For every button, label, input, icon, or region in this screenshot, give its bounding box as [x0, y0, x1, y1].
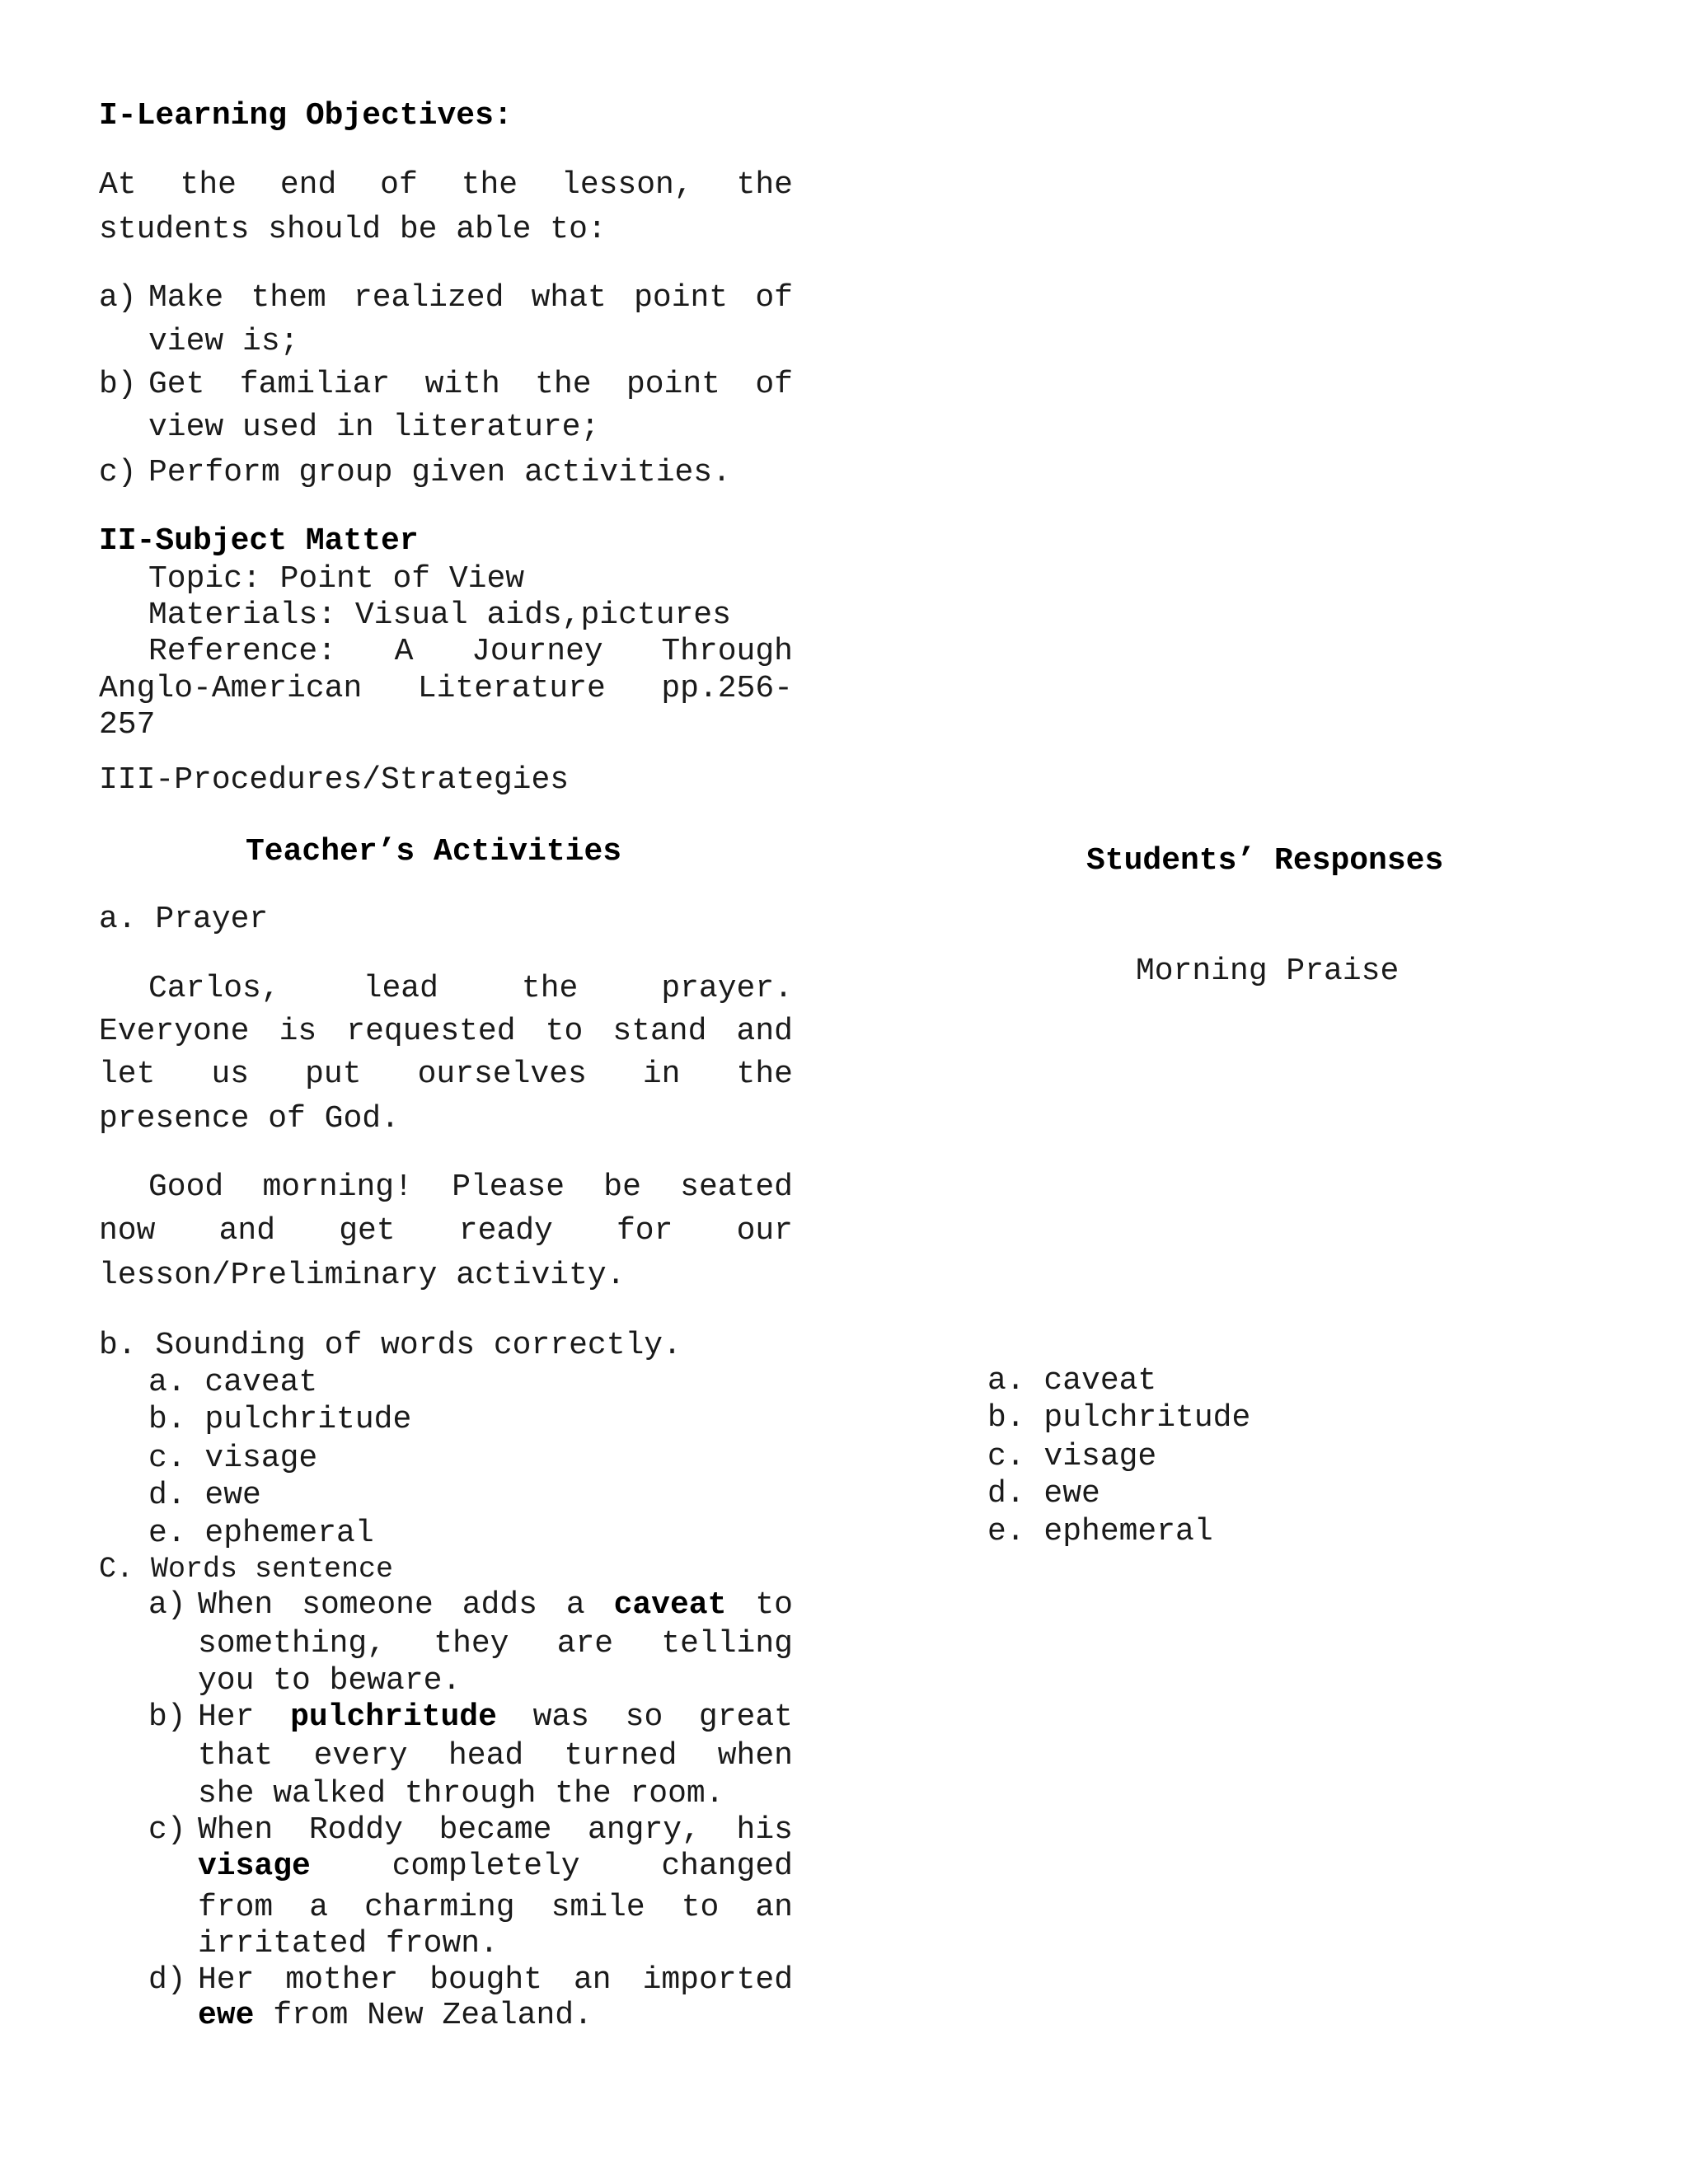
word: Through: [661, 634, 793, 669]
word: put: [305, 1057, 362, 1092]
word: requested: [346, 1014, 516, 1049]
sounding-label: b. Sounding of words correctly.: [99, 1328, 682, 1363]
word: telling: [661, 1626, 793, 1661]
word: someone: [302, 1587, 434, 1623]
word: head: [448, 1738, 524, 1774]
sentence-a-line1: [198, 1587, 793, 1623]
subject-heading: II-Subject Matter: [99, 523, 419, 559]
word: to: [755, 1587, 793, 1623]
word: Carlos,: [148, 971, 280, 1006]
word: are: [556, 1626, 614, 1661]
word: us: [211, 1057, 250, 1092]
word: the: [461, 167, 518, 203]
sounding-word-a: a. caveat: [148, 1365, 318, 1400]
word: be: [603, 1169, 641, 1205]
word: point: [626, 367, 720, 402]
word: a: [565, 1587, 585, 1623]
word: the: [180, 167, 237, 203]
sentence-d-line1: [198, 1962, 793, 1998]
word: realized: [353, 280, 504, 316]
word: completely: [392, 1849, 580, 1884]
word: was: [532, 1699, 589, 1735]
word: every: [313, 1738, 408, 1774]
word: let: [99, 1057, 156, 1092]
word: morning!: [262, 1169, 413, 1205]
word: what: [531, 280, 607, 316]
word: Make: [148, 280, 224, 316]
word: an: [755, 1890, 793, 1925]
sounding-response-e: e. ephemeral: [987, 1514, 1213, 1549]
word: familiar: [239, 367, 391, 402]
objectives-heading: I-Learning Objectives:: [99, 98, 513, 134]
prayer-p2-line3: lesson/Preliminary activity.: [99, 1258, 626, 1293]
word: they: [434, 1626, 509, 1661]
sentence-b-line1: [198, 1699, 793, 1735]
word: that: [198, 1738, 274, 1774]
sentence-b-line3: she walked through the room.: [198, 1776, 724, 1811]
word: bought: [429, 1962, 543, 1998]
word: of: [755, 367, 793, 402]
word: the: [736, 167, 793, 203]
teacher-activities-heading: Teacher’s Activities: [246, 834, 622, 869]
word: in: [642, 1057, 681, 1092]
word: with: [424, 367, 500, 402]
students-responses-heading: Students’ Responses: [1086, 843, 1444, 879]
sounding-word-d: d. ewe: [148, 1478, 261, 1513]
sounding-response-a: a. caveat: [987, 1363, 1157, 1399]
subject-reference-line1: [148, 636, 793, 668]
objective-a-marker: a): [99, 280, 137, 316]
subject-reference-line3: 257: [99, 707, 156, 743]
prayer-p1-line4: presence of God.: [99, 1101, 400, 1137]
sentence-c-line3: [198, 1892, 793, 1924]
word: When: [198, 1812, 274, 1848]
keyword-ewe: ewe: [198, 1998, 255, 2033]
word: get: [339, 1213, 396, 1249]
word: a: [309, 1890, 329, 1925]
word: At: [99, 167, 137, 203]
word: became: [438, 1812, 552, 1848]
word: stand: [612, 1014, 707, 1049]
word: of: [755, 280, 793, 316]
word: changed: [661, 1849, 793, 1884]
word: adds: [462, 1587, 537, 1623]
prayer-p1-line2: [99, 1016, 793, 1047]
word: Anglo-American: [99, 671, 363, 706]
word: point: [634, 280, 729, 316]
sounding-word-c: c. visage: [148, 1441, 318, 1476]
objective-b-marker: b): [99, 367, 137, 402]
word: is: [279, 1014, 317, 1049]
word: Good: [148, 1169, 224, 1205]
objectives-intro-line1: [99, 167, 793, 203]
word: great: [698, 1699, 793, 1735]
word: to: [545, 1014, 584, 1049]
sentence-c-line2: [198, 1851, 793, 1882]
word: Journey: [471, 634, 603, 669]
sounding-word-b: b. pulchritude: [148, 1402, 412, 1437]
word: smile: [551, 1890, 645, 1925]
sentence-b-line2: [198, 1738, 793, 1774]
sentence-a-line3: you to beware.: [198, 1663, 462, 1699]
sentences-label: C. Words sentence: [99, 1553, 394, 1586]
word: ready: [458, 1213, 553, 1249]
procedures-heading: III-Procedures/Strategies: [99, 762, 570, 798]
word: from New Zealand.: [254, 1998, 593, 2033]
sounding-response-b: b. pulchritude: [987, 1400, 1251, 1436]
word: angry,: [588, 1812, 701, 1848]
word: end: [279, 167, 337, 203]
word: lesson,: [561, 167, 693, 203]
word: prayer.: [661, 971, 793, 1006]
sentence-d-marker: d): [148, 1962, 186, 1998]
sentence-c-line1: [198, 1812, 793, 1848]
word: charming: [364, 1890, 515, 1925]
word: something,: [198, 1626, 387, 1661]
word: Her: [198, 1699, 255, 1735]
word: mother: [285, 1962, 399, 1998]
word: lead: [363, 971, 438, 1006]
sounding-response-c: c. visage: [987, 1439, 1157, 1474]
word: seated: [680, 1169, 793, 1205]
word: Roddy: [308, 1812, 403, 1848]
keyword-visage: visage: [198, 1849, 311, 1884]
objectives-intro-line2: students should be able to:: [99, 212, 607, 247]
prayer-p2-line2: [99, 1213, 793, 1249]
subject-topic: Topic: Point of View: [148, 561, 525, 597]
word: Reference:: [148, 634, 337, 669]
word: Please: [452, 1169, 565, 1205]
word: imported: [642, 1962, 793, 1998]
word: for: [616, 1213, 673, 1249]
subject-reference-line2: [99, 673, 793, 705]
prayer-p1-line1: [148, 973, 793, 1005]
word: Get: [148, 367, 205, 402]
word: of: [380, 167, 418, 203]
word: now: [99, 1213, 156, 1249]
sentence-c-line4: irritated frown.: [198, 1926, 499, 1961]
prayer-label: a. Prayer: [99, 902, 269, 937]
word: turned: [564, 1738, 678, 1774]
word: and: [736, 1014, 793, 1049]
word: them: [251, 280, 326, 316]
word: to: [681, 1890, 720, 1925]
objective-a-line1: [148, 280, 793, 316]
word: Her: [198, 1962, 255, 1998]
word: the: [521, 971, 579, 1006]
prayer-response: Morning Praise: [1136, 954, 1400, 989]
word: when: [717, 1738, 793, 1774]
word: A: [394, 634, 414, 669]
word: an: [573, 1962, 612, 1998]
word: the: [535, 367, 592, 402]
prayer-p2-line1: [148, 1169, 793, 1205]
word: pp.256-: [661, 671, 793, 706]
objective-b-line2: view used in literature;: [148, 410, 600, 445]
word: from: [198, 1890, 274, 1925]
word: our: [736, 1213, 793, 1249]
word: so: [625, 1699, 663, 1735]
objective-c-text: Perform group given activities.: [148, 455, 731, 490]
objective-c-marker: c): [99, 455, 137, 490]
keyword-pulchritude: pulchritude: [290, 1699, 497, 1735]
sentence-c-marker: c): [148, 1812, 186, 1848]
subject-materials: Materials: Visual aids,pictures: [148, 598, 731, 633]
objective-a-line2: view is;: [148, 324, 299, 359]
sounding-word-e: e. ephemeral: [148, 1516, 374, 1551]
word: ourselves: [417, 1057, 587, 1092]
word: Literature: [417, 671, 606, 706]
sentence-a-line2: [198, 1626, 793, 1661]
prayer-p1-line3: [99, 1059, 793, 1090]
word: and: [218, 1213, 276, 1249]
word: Everyone: [99, 1014, 250, 1049]
word: When: [198, 1587, 274, 1623]
objective-b-line1: [148, 369, 793, 401]
sentence-a-marker: a): [148, 1587, 186, 1623]
word: his: [736, 1812, 793, 1848]
sounding-response-d: d. ewe: [987, 1476, 1100, 1511]
sentence-b-marker: b): [148, 1699, 186, 1735]
sentence-d-line2: [198, 2000, 593, 2032]
keyword-caveat: caveat: [613, 1587, 727, 1623]
word: the: [736, 1057, 793, 1092]
